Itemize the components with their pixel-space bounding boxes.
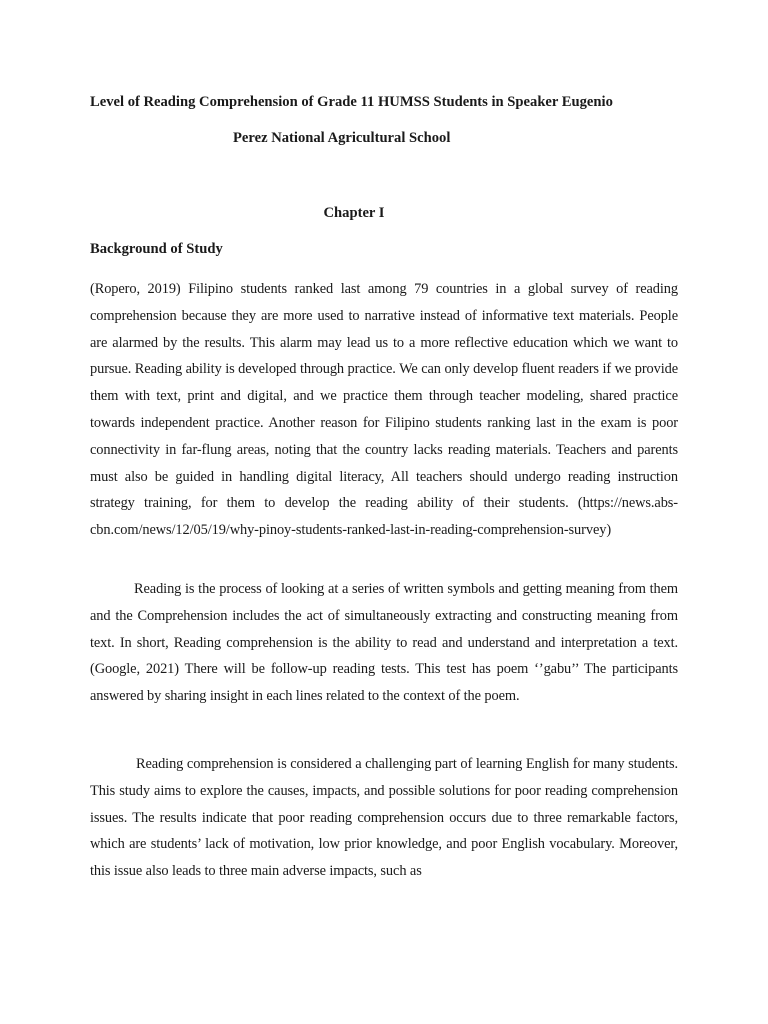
section-heading: Background of Study bbox=[90, 241, 223, 257]
chapter-heading: Chapter I bbox=[323, 205, 385, 221]
paragraph: Reading is the process of looking at a series of written symbols and getting meaning from them and the Comprehension includes the act of simultaneously extracting and constructing meaning from text. In short, Reading comprehension is the ability to read and understand and interpretation a text. (Google, 2021) There will be follow-up reading tests. This test has poem ‘’gabu’’ The participants answered by sharing insight in each lines related to the context of the poem. bbox=[90, 581, 678, 705]
document-title-line-2: Perez National Agricultural School bbox=[233, 130, 451, 146]
document-title-line-1: Level of Reading Comprehension of Grade 11 HUMSS Students in Speaker Eugenio bbox=[90, 94, 613, 110]
paragraph: Reading comprehension is considered a challenging part of learning English for many students. This study aims to explore the causes, impacts, and possible solutions for poor reading comprehension issues. The results indicate that poor reading comprehension occurs due to three remarkable factors, which are students’ lack of motivation, low prior knowledge, and poor English vocabulary. Moreover, this issue also leads to three main adverse impacts, such as bbox=[90, 756, 678, 880]
paragraph: (Ropero, 2019) Filipino students ranked last among 79 countries in a global survey of reading comprehension because they are more used to narrative instead of informative text materials. People are alarmed by the results. This alarm may lead us to a more reflective education which we want to pursue. Reading ability is developed through practice. We can only develop fluent readers if we provide them with text, print and digital, and we practice them through teacher modeling, shared practice towards independent practice. Another reason for Filipino students ranking last in the exam is poor connectivity in far-flung areas, noting that the country lacks reading materials. Teachers and parents must also be guided in handling digital literacy, All teachers should undergo reading instruction strategy training, for them to develop the reading ability of their students. (https://news.abs-cbn.com/news/12/05/19/why-pinoy-students-ranked-last-in-reading-comprehension-survey) bbox=[90, 281, 678, 539]
